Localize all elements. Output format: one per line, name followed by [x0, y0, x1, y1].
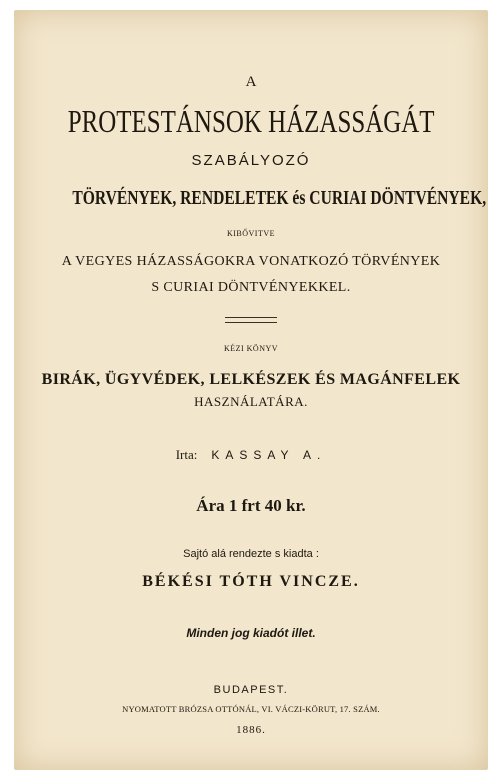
- ornamental-divider: [225, 317, 277, 323]
- subtitle-extended: KIBŐVITVE: [226, 229, 276, 238]
- subtitle-laws-text: TÖRVÉNYEK, RENDELETEK és CURIAI DÖNTVÉNYEK,: [72, 187, 487, 209]
- usage-line: HASZNÁLATÁRA.: [194, 394, 308, 409]
- publisher-name: BÉKÉSI TÓTH VINCZE.: [142, 573, 360, 590]
- imprint-printer: NYOMATOTT BRÓZSA OTTÓNÁL, VI. VÁCZI-KÖRUT, 17. SZÁM.: [122, 704, 380, 714]
- imprint-year: 1886.: [236, 724, 266, 736]
- subtitle-curia-decisions: S CURIAI DÖNTVÉNYEKKEL.: [151, 280, 351, 295]
- subtitle-mixed-marriages: A VEGYES HÁZASSÁGOKRA VONATKOZÓ TÖRVÉNYEK: [61, 254, 441, 269]
- imprint-city: BUDAPEST.: [213, 684, 289, 696]
- author-line: [14, 446, 488, 464]
- author-prefix: Irta:: [175, 447, 198, 462]
- audience-line: BIRÁK, ÜGYVÉDEK, LELKÉSZEK ÉS MAGÁNFELEK: [41, 371, 461, 388]
- title-article: A: [245, 74, 257, 90]
- publisher-intro: Sajtó alá rendezte s kiadta :: [183, 548, 319, 560]
- main-title: [14, 103, 488, 139]
- handbook-label: KÉZI KÖNYV: [223, 344, 279, 353]
- subtitle-regulating: SZABÁLYOZÓ: [191, 152, 311, 169]
- rights-notice: Minden jog kiadót illet.: [186, 626, 316, 640]
- price: Ára 1 frt 40 kr.: [196, 496, 306, 515]
- subtitle-laws: [14, 186, 488, 210]
- author-name: KASSAY A.: [211, 448, 327, 462]
- main-title-text: PROTESTÁNSOK HÁZASSÁGÁT: [67, 103, 435, 139]
- title-page: [14, 10, 488, 770]
